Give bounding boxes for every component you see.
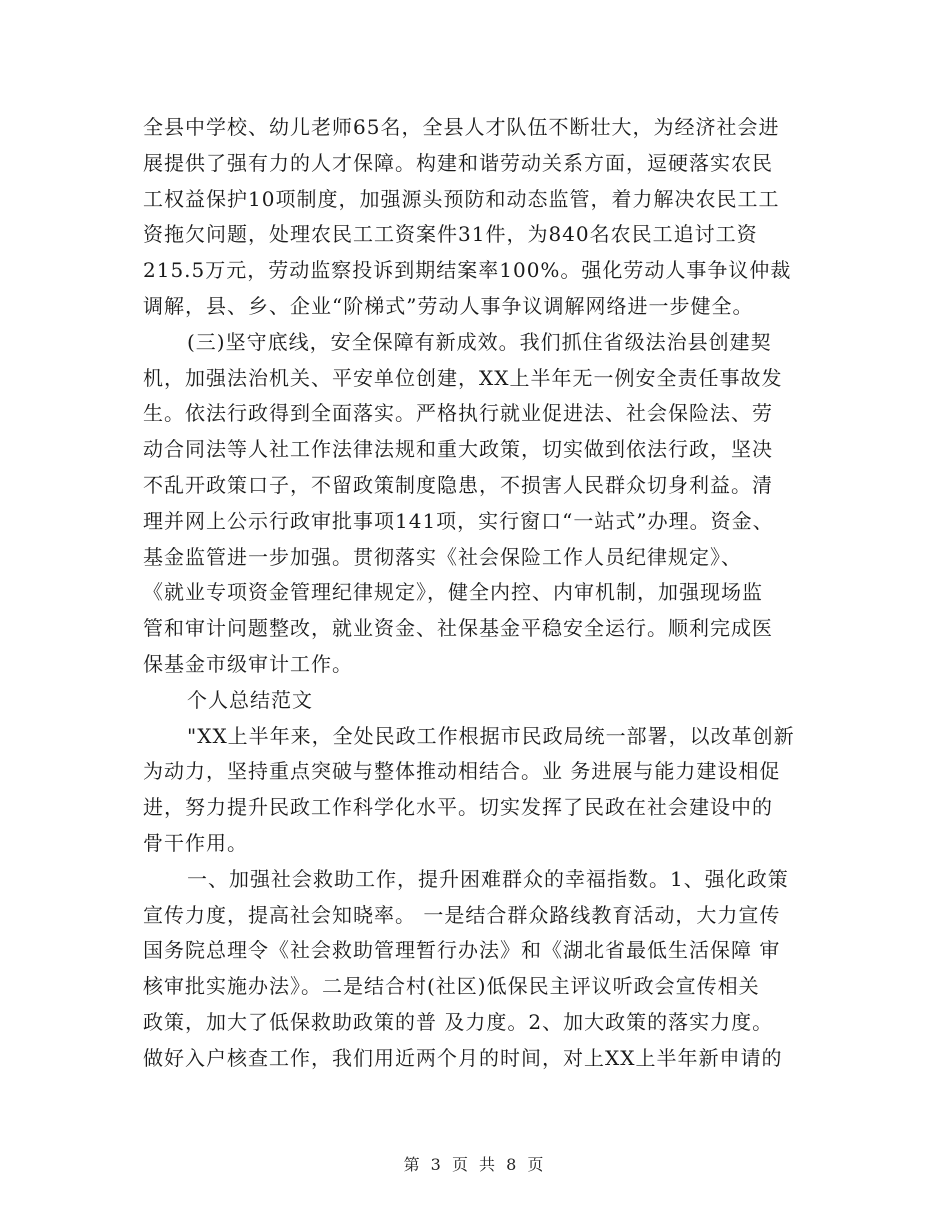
text-line: 骨干作用。 [143, 830, 248, 855]
text-line: 不乱开政策口子，不留政策制度隐患，不损害人民群众切身利益。清 [143, 472, 773, 497]
text-line: 工权益保护10项制度，加强源头预防和动态监管，着力解决农民工工 [143, 186, 780, 211]
text-line: 生。依法行政得到全面落实。严格执行就业促进法、社会保险法、劳 [143, 401, 773, 426]
text-line: 基金监管进一步加强。贯彻落实《社会保险工作人员纪律规定》、 [143, 544, 742, 569]
text-line: 展提供了强有力的人才保障。构建和谐劳动关系方面，逗硬落实农民 [143, 150, 773, 175]
text-line: 做好入户核查工作，我们用近两个月的时间，对上XX上半年新申请的 [143, 1045, 783, 1070]
text-line: 全县中学校、幼儿老师65名，全县人才队伍不断壮大，为经济社会进 [143, 115, 780, 139]
text-line: 核审批实施办法》。二是结合村(社区)低保民主评议听政会宣传相关 [143, 974, 760, 999]
text-line: 管和审计问题整改，就业资金、社保基金平稳安全运行。顺利完成医 [143, 616, 773, 641]
text-line: 进，努力提升民政工作科学化水平。切实发挥了民政在社会建设中的 [143, 795, 773, 820]
page-footer: 第 3 页 共 8 页 [403, 1155, 547, 1174]
text-line: (三)坚守底线，安全保障有新成效。我们抓住省级法治县创建契 [187, 329, 772, 354]
text-line: 调解，县、乡、企业“阶梯式”劳动人事争议调解网络进一步健全。 [143, 293, 754, 318]
text-line: 动合同法等人社工作法律法规和重大政策，切实做到依法行政，坚决 [143, 437, 773, 462]
text-line: 一、加强社会救助工作，提升困难群众的幸福指数。1、强化政策 [187, 866, 789, 891]
text-line: 资拖欠问题，处理农民工工资案件31件，为840名农民工追讨工资 [143, 222, 758, 247]
document-body [143, 110, 815, 1077]
text-line: 为动力，坚持重点突破与整体推动相结合。业 务进展与能力建设相促 [143, 759, 781, 784]
text-line: 国务院总理令《社会救助管理暂行办法》和《湖北省最低生活保障 审 [143, 938, 781, 963]
text-line: 《就业专项资金管理纪律规定》，健全内控、内审机制，加强现场监 [143, 580, 763, 605]
text-line: 215.5万元，劳动监察投诉到期结案率100%。强化劳动人事争议仲裁 [143, 258, 792, 283]
text-line: 理并网上公示行政审批事项141项，实行窗口“一站式”办理。资金、 [143, 508, 774, 533]
text-line: 宣传力度，提高社会知晓率。 一是结合群众路线教育活动，大力宣传 [143, 902, 781, 927]
text-line: 个人总结范文 [187, 687, 313, 712]
text-line: 机，加强法治机关、平安单位创建，XX上半年无一例安全责任事故发 [143, 365, 783, 390]
text-line: "XX上半年来，全处民政工作根据市民政局统一部署，以改革创新 [187, 723, 795, 748]
text-line: 政策，加大了低保救助政策的普 及力度。2、加大政策的落实力度。 [143, 1009, 774, 1034]
text-line: 保基金市级审计工作。 [143, 651, 353, 676]
